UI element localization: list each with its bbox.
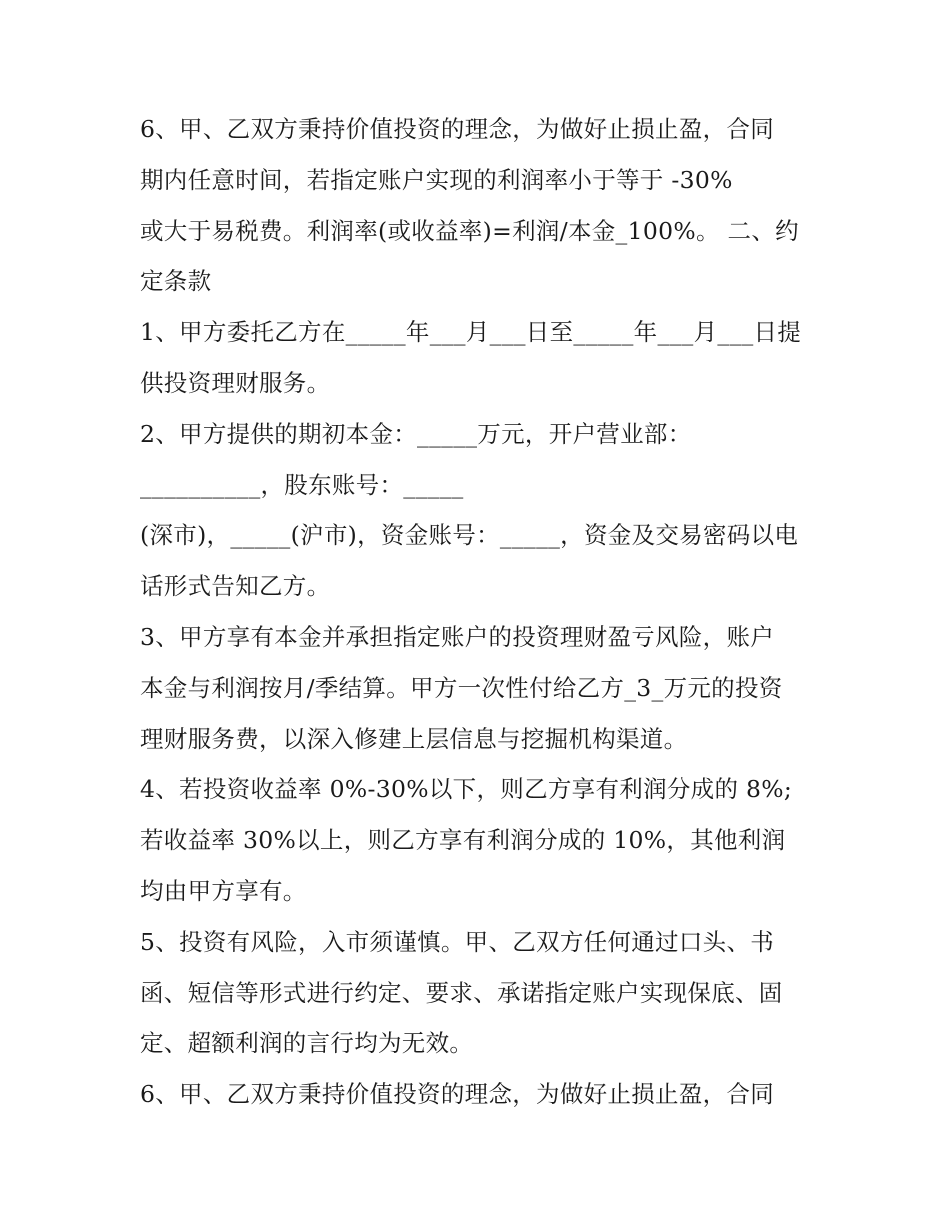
- text-line: 定条款: [140, 267, 212, 296]
- document-body: [140, 104, 830, 1120]
- text-line: (深市)，_____(沪市)，资金账号：_____，资金及交易密码以电: [140, 521, 799, 550]
- text-line: 3、甲方享有本金并承担指定账户的投资理财盈亏风险，账户: [140, 622, 775, 651]
- text-line: 均由甲方享有。: [140, 876, 307, 905]
- text-line: 理财服务费，以深入修建上层信息与挖掘机构渠道。: [140, 724, 688, 753]
- text-line: 函、短信等形式进行约定、要求、承诺指定账户实现保底、固: [140, 978, 783, 1007]
- text-line: __________，股东账号：_____: [140, 470, 464, 499]
- text-line: 4、若投资收益率 0%-30%以下，则乙方享有利润分成的 8%;: [140, 775, 793, 804]
- text-line: 5、投资有风险，入市须谨慎。甲、乙双方任何通过口头、书: [140, 927, 775, 956]
- text-line: 若收益率 30%以上，则乙方享有利润分成的 10%，其他利润: [140, 826, 786, 855]
- text-line: 供投资理财服务。: [140, 368, 331, 397]
- text-line: 6、甲、乙双方秉持价值投资的理念，为做好止损止盈，合同: [140, 115, 775, 143]
- text-line: 6、甲、乙双方秉持价值投资的理念，为做好止损止盈，合同: [140, 1080, 775, 1109]
- text-line: 定、超额利润的言行均为无效。: [140, 1029, 474, 1058]
- text-line: 期内任意时间，若指定账户实现的利润率小于等于 -30%: [140, 165, 733, 194]
- text-line: 话形式告知乙方。: [140, 572, 331, 601]
- text-line: 或大于易税费。利润率(或收益率)=利润/本金_100%。 二、约: [140, 216, 799, 245]
- text-line: 2、甲方提供的期初本金：_____万元，开户营业部：: [140, 419, 692, 448]
- text-line: 本金与利润按月/季结算。甲方一次性付给乙方_3_万元的投资: [140, 673, 783, 702]
- text-line: 1、甲方委托乙方在_____年___月___日至_____年___月___日提: [140, 318, 802, 347]
